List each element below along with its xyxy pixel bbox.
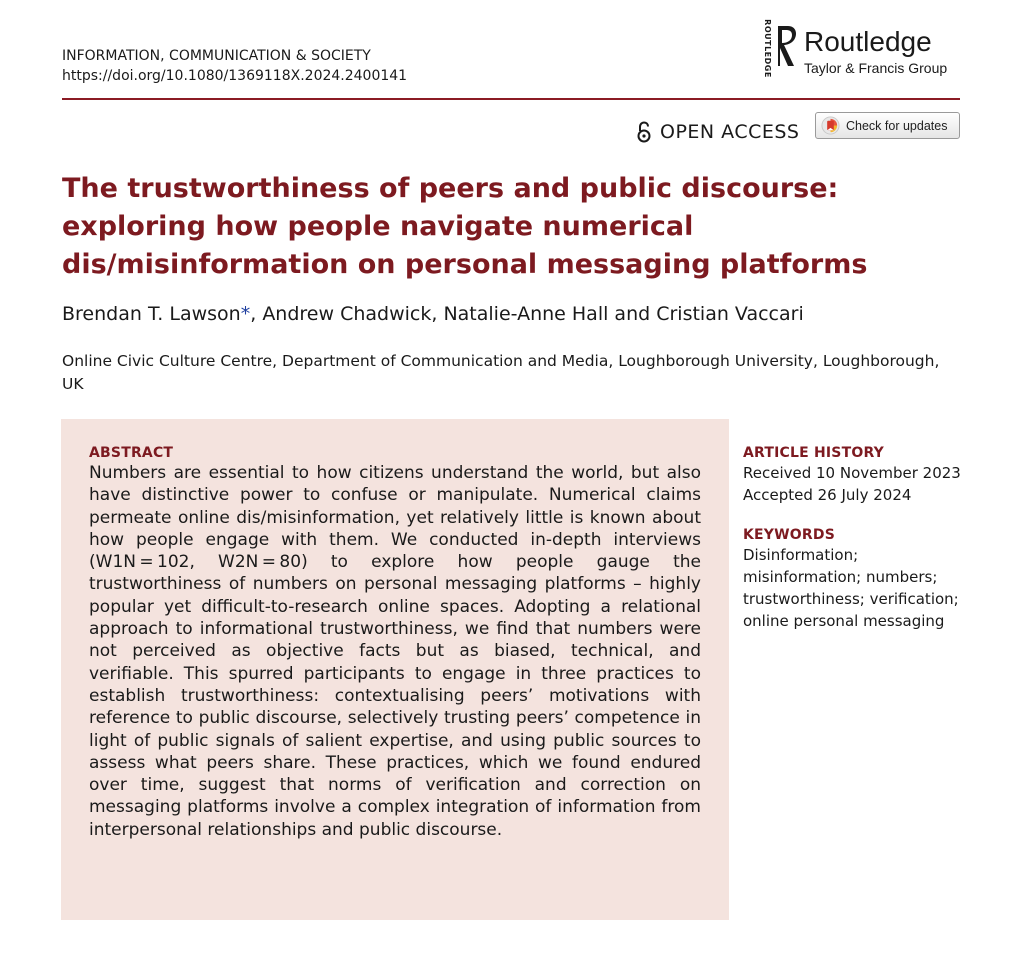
doi-link[interactable]: https://doi.org/10.1080/1369118X.2024.2400141 <box>62 68 408 84</box>
article-history-heading: ARTICLE HISTORY <box>743 445 884 461</box>
abstract-text: Numbers are essential to how citizens understand the world, but also have distinctive power to confuse or manipulate. Numerical claims permeate online dis/misinformation, yet relatively little is known about how people engage with them. We conducted in-depth interviews (W1N = 102, W2N = 80) to explore how people gauge the trustworthiness of numbers on personal messaging platforms – highly popular yet difficult-to-research online spaces. Adopting a relational approach to informational trustworthiness, we find that numbers were not perceived as objective facts but as biased, technical, and verifiable. This spurred participants to engage in three practices to establish trustworthiness: contextualising peers’ motivations with reference to public discourse, selectively trusting peers’ competence in light of public signals of salient expertise, and using public sources to assess what peers share. These practices, which we found endured over time, suggest that norms of verification and correction on messaging platforms involve a complex integration of information from interpersonal relationships and public discourse. <box>89 463 701 840</box>
accepted-date: Accepted 26 July 2024 <box>743 486 912 504</box>
publisher-name: Routledge <box>804 26 932 57</box>
article-title: The trustworthiness of peers and public discourse: exploring how people navigate numerical dis/misinformation on personal messaging platforms <box>62 173 868 280</box>
received-date: Received 10 November 2023 <box>743 464 961 482</box>
author-separator: , <box>431 303 444 325</box>
author-name[interactable]: Andrew Chadwick <box>262 303 432 325</box>
publisher-vertical-mark: ROUTLEDGE <box>762 19 772 78</box>
author-separator: , <box>250 303 263 325</box>
crossmark-icon <box>821 116 840 135</box>
publisher-group: Taylor & Francis Group <box>804 60 948 76</box>
header-divider <box>62 98 960 100</box>
open-access-badge <box>636 120 800 144</box>
abstract-heading: ABSTRACT <box>89 445 174 461</box>
open-access-label: OPEN ACCESS <box>660 121 800 143</box>
keywords-heading: KEYWORDS <box>743 527 835 543</box>
author-separator: and <box>608 303 657 325</box>
check-updates-button[interactable] <box>815 112 960 139</box>
keywords-list: Disinformation; misinformation; numbers; trustworthiness; verification; online personal messaging <box>743 546 959 630</box>
corresponding-author-mark[interactable]: * <box>240 303 251 325</box>
author-name[interactable]: Brendan T. Lawson <box>62 303 241 325</box>
author-list <box>62 300 804 328</box>
author-name[interactable]: Cristian Vaccari <box>656 303 804 325</box>
article-meta-sidebar <box>743 444 973 632</box>
open-lock-icon <box>636 121 652 143</box>
author-affiliation: Online Civic Culture Centre, Department of Communication and Media, Loughborough University, Loughborough, UK <box>62 352 940 393</box>
journal-name: INFORMATION, COMMUNICATION & SOCIETY <box>62 48 371 64</box>
abstract-box <box>61 419 729 920</box>
author-name[interactable]: Natalie-Anne Hall <box>443 303 609 325</box>
check-updates-label: Check for updates <box>846 118 948 133</box>
publisher-logo[interactable] <box>758 20 968 86</box>
journal-header <box>62 46 407 86</box>
routledge-r-icon <box>774 24 800 68</box>
